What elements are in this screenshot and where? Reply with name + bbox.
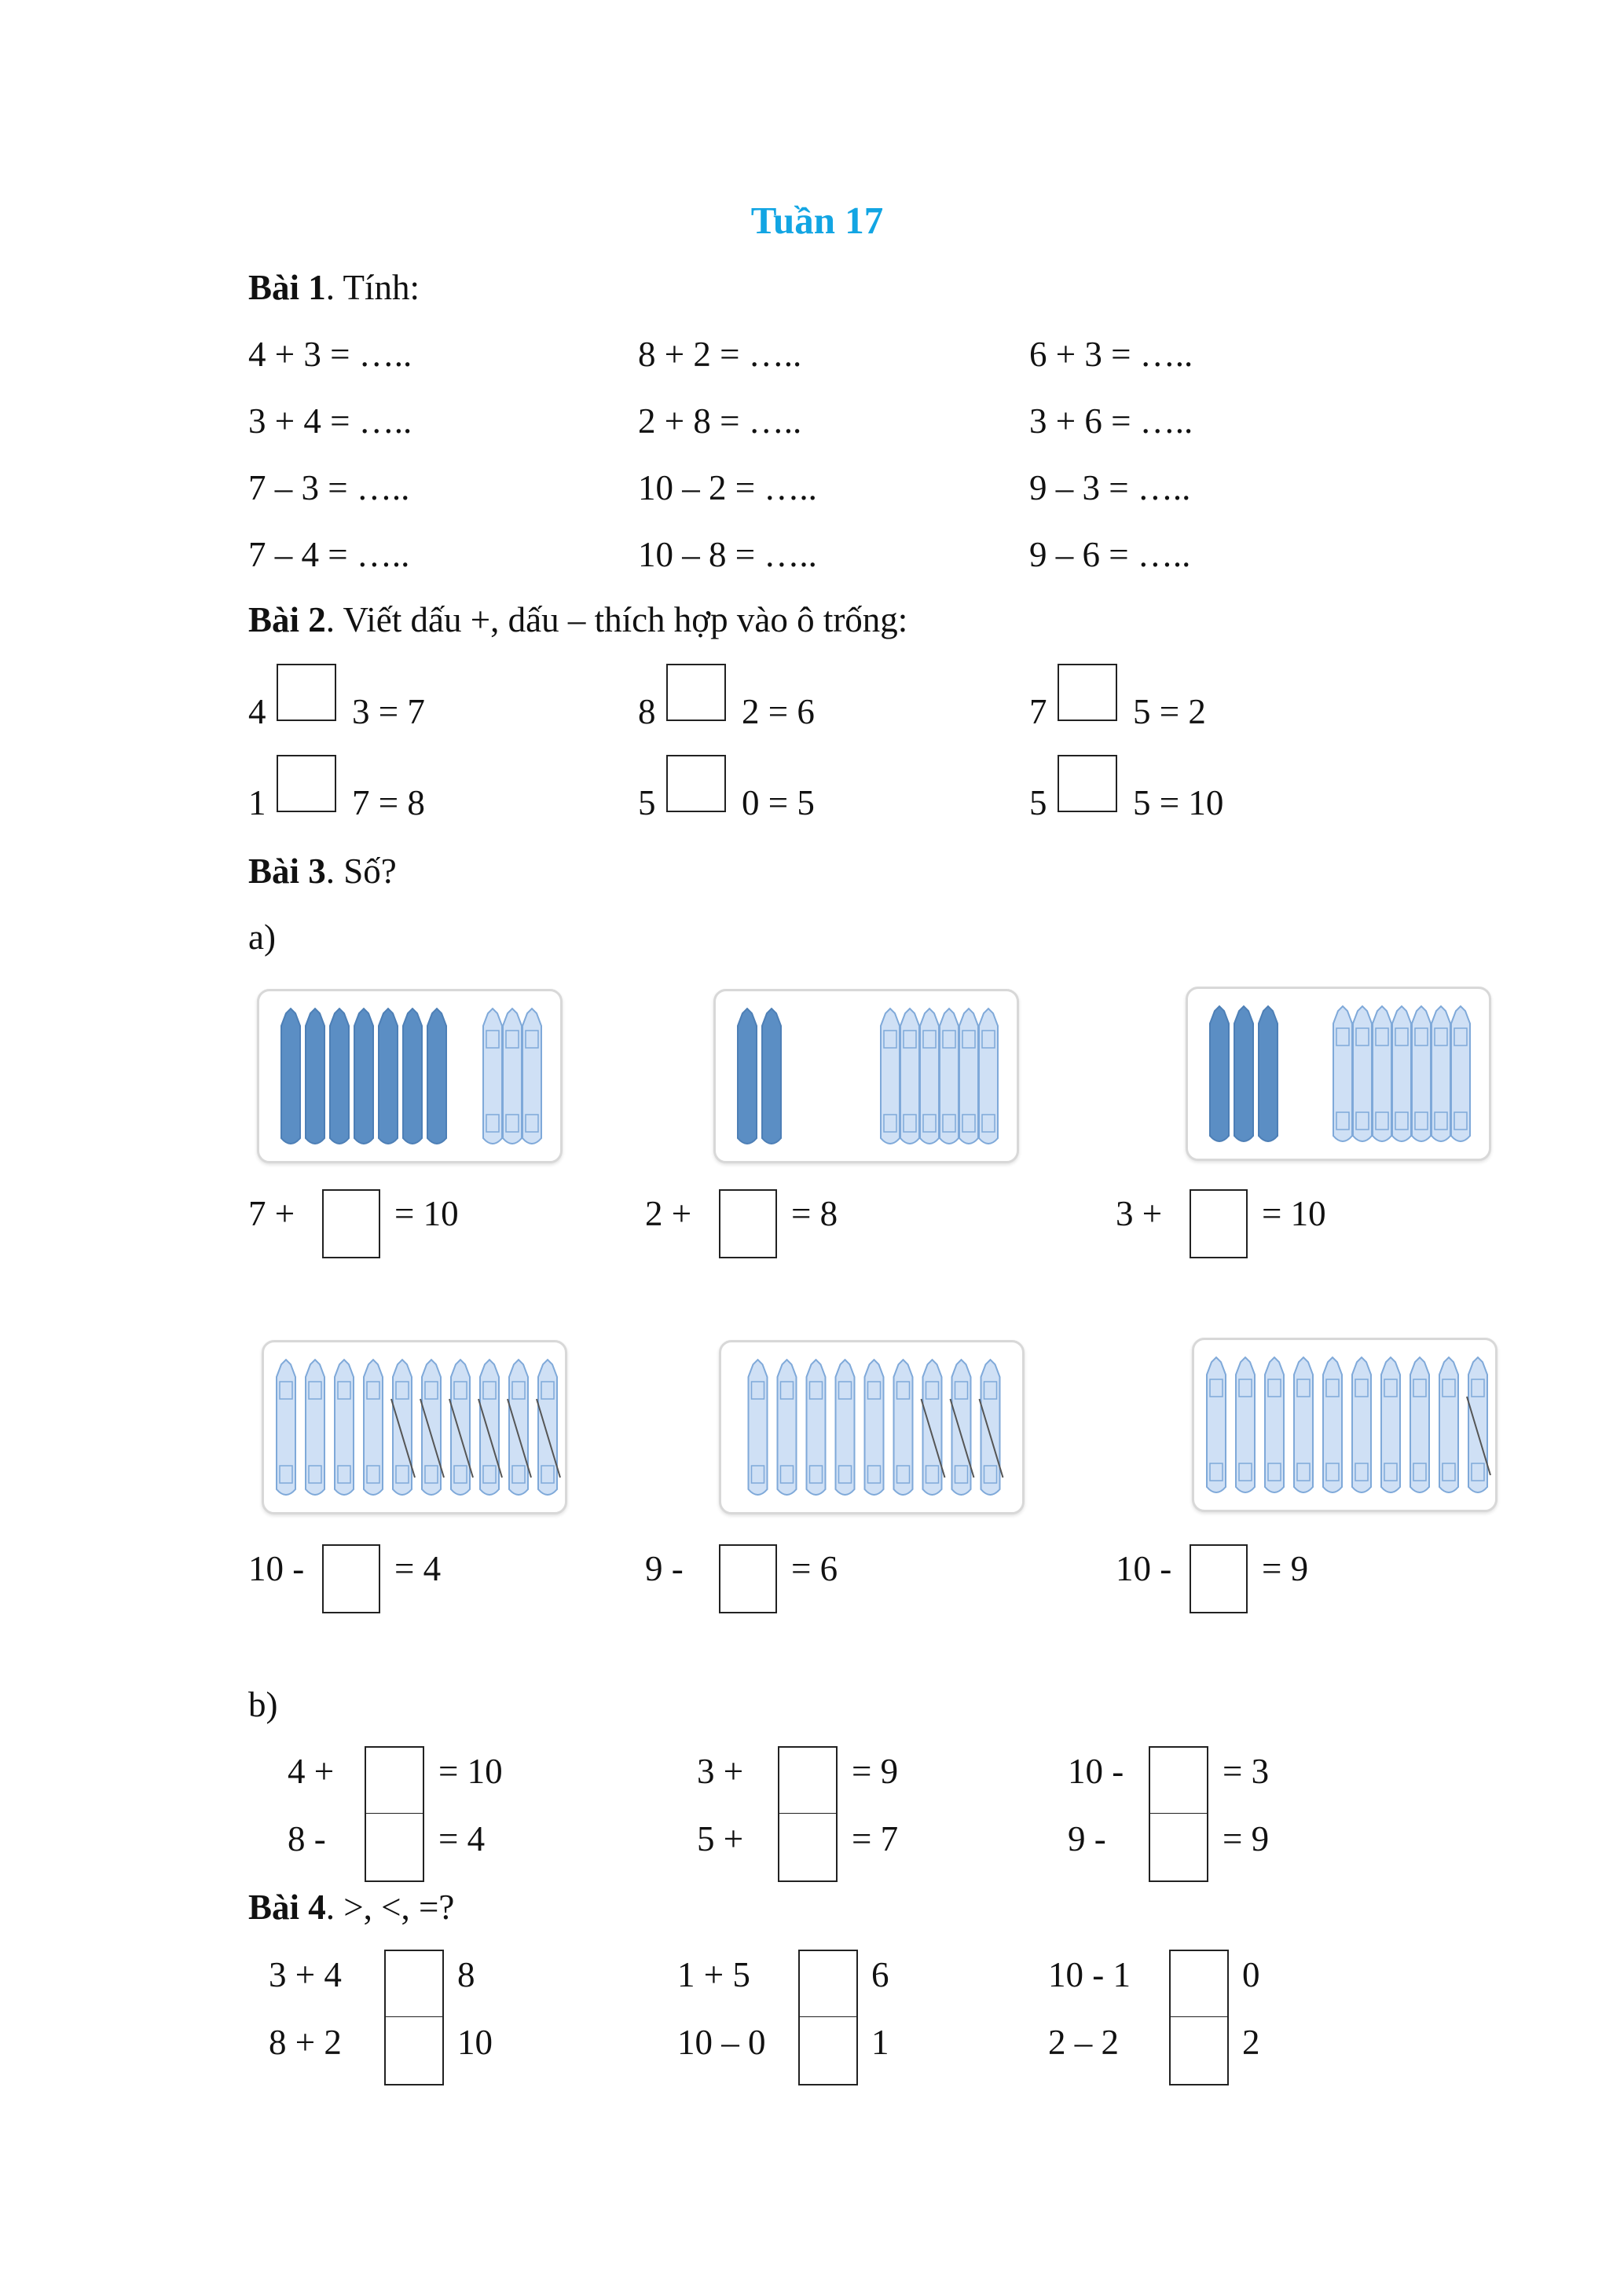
compare-left: 10 – 0	[677, 2023, 766, 2062]
answer-box[interactable]	[1190, 1544, 1248, 1613]
crayon-dark	[738, 1009, 757, 1144]
equation-left: 10 -	[1116, 1549, 1172, 1588]
equation-right: = 6	[791, 1549, 838, 1588]
operand-right: 5 = 10	[1133, 783, 1224, 822]
compare-sign-box[interactable]	[1169, 1950, 1229, 2018]
calc-item: 8 + 2 = …..	[638, 335, 802, 374]
bai3-part-a: a)	[248, 917, 276, 957]
crayon-dark	[1210, 1006, 1229, 1141]
compare-sign-box[interactable]	[798, 1950, 858, 2018]
crayon-dark	[427, 1009, 446, 1144]
equation-right: = 4	[438, 1819, 486, 1858]
compare-sign-box[interactable]	[384, 2017, 444, 2085]
bai3-part-b: b)	[248, 1685, 278, 1724]
compare-right: 6	[871, 1955, 889, 1994]
crayon-picture	[713, 989, 1019, 1163]
compare-right: 10	[457, 2023, 493, 2062]
sign-answer-box[interactable]	[277, 664, 336, 721]
crayon-dark	[403, 1009, 422, 1144]
calc-item: 10 – 2 = …..	[638, 468, 817, 507]
compare-left: 2 – 2	[1048, 2023, 1119, 2062]
operand-right: 7 = 8	[352, 783, 425, 822]
answer-box[interactable]	[778, 1814, 838, 1882]
equation-right: = 10	[1262, 1194, 1326, 1233]
equation-right: = 9	[852, 1752, 899, 1791]
answer-box[interactable]	[719, 1189, 777, 1258]
calc-item: 3 + 4 = …..	[248, 401, 412, 441]
operand-left: 5	[638, 783, 656, 822]
calc-item: 6 + 3 = …..	[1029, 335, 1193, 374]
sign-answer-box[interactable]	[666, 664, 726, 721]
crayon-dark	[762, 1009, 781, 1144]
equation-right: = 4	[394, 1549, 442, 1588]
bai4-heading: Bài 4. >, <, =?	[248, 1888, 455, 1927]
equation-right: = 7	[852, 1819, 899, 1858]
equation-left: 5 +	[697, 1819, 744, 1858]
equation-left: 3 +	[697, 1752, 744, 1791]
crayon-dark	[354, 1009, 373, 1144]
sign-answer-box[interactable]	[1058, 664, 1117, 721]
crayon-picture	[262, 1340, 567, 1514]
operand-left: 8	[638, 692, 656, 731]
equation-left: 2 +	[645, 1194, 692, 1233]
calc-item: 10 – 8 = …..	[638, 535, 817, 574]
bai3-heading: Bài 3. Số?	[248, 851, 397, 891]
crayon-picture	[1186, 987, 1491, 1161]
answer-box[interactable]	[1190, 1189, 1248, 1258]
crayon-dark	[281, 1009, 300, 1144]
operand-right: 5 = 2	[1133, 692, 1206, 731]
crayon-picture	[719, 1340, 1025, 1514]
equation-right: = 3	[1223, 1752, 1270, 1791]
compare-left: 1 + 5	[677, 1955, 750, 1994]
crayon-dark	[1259, 1006, 1278, 1141]
operand-left: 7	[1029, 692, 1047, 731]
equation-right: = 9	[1262, 1549, 1309, 1588]
compare-right: 0	[1242, 1955, 1260, 1994]
crayon-picture	[257, 989, 563, 1163]
operand-right: 0 = 5	[742, 783, 815, 822]
page-title: Tuần 17	[750, 199, 884, 242]
answer-box[interactable]	[1149, 1814, 1208, 1882]
compare-left: 3 + 4	[269, 1955, 342, 1994]
answer-box[interactable]	[322, 1189, 380, 1258]
sign-answer-box[interactable]	[277, 755, 336, 812]
equation-right: = 8	[791, 1194, 838, 1233]
answer-box[interactable]	[719, 1544, 777, 1613]
calc-item: 7 – 4 = …..	[248, 535, 410, 574]
operand-left: 4	[248, 692, 266, 731]
calc-item: 2 + 8 = …..	[638, 401, 802, 441]
answer-box[interactable]	[365, 1814, 424, 1882]
equation-left: 8 -	[288, 1819, 326, 1858]
answer-box[interactable]	[1149, 1746, 1208, 1814]
equation-right: = 9	[1223, 1819, 1270, 1858]
equation-left: 9 -	[645, 1549, 684, 1588]
answer-box[interactable]	[365, 1746, 424, 1814]
compare-right: 1	[871, 2023, 889, 2062]
answer-box[interactable]	[778, 1746, 838, 1814]
operand-right: 3 = 7	[352, 692, 425, 731]
compare-sign-box[interactable]	[384, 1950, 444, 2018]
equation-left: 3 +	[1116, 1194, 1163, 1233]
calc-item: 9 – 6 = …..	[1029, 535, 1191, 574]
sign-answer-box[interactable]	[666, 755, 726, 812]
equation-left: 4 +	[288, 1752, 335, 1791]
compare-right: 8	[457, 1955, 475, 1994]
equation-left: 7 +	[248, 1194, 295, 1233]
compare-sign-box[interactable]	[798, 2017, 858, 2085]
bai1-heading: Bài 1. Tính:	[248, 268, 420, 307]
compare-sign-box[interactable]	[1169, 2017, 1229, 2085]
crayon-dark	[1234, 1006, 1253, 1141]
crayon-dark	[379, 1009, 398, 1144]
operand-left: 5	[1029, 783, 1047, 822]
equation-left: 10 -	[1068, 1752, 1124, 1791]
sign-answer-box[interactable]	[1058, 755, 1117, 812]
equation-right: = 10	[394, 1194, 459, 1233]
operand-right: 2 = 6	[742, 692, 815, 731]
answer-box[interactable]	[322, 1544, 380, 1613]
calc-item: 3 + 6 = …..	[1029, 401, 1193, 441]
crayon-picture	[1192, 1338, 1498, 1512]
compare-left: 10 - 1	[1048, 1955, 1131, 1994]
crayon-dark	[306, 1009, 324, 1144]
calc-item: 7 – 3 = …..	[248, 468, 410, 507]
compare-right: 2	[1242, 2023, 1260, 2062]
crayon-dark	[330, 1009, 349, 1144]
bai2-heading: Bài 2. Viết dấu +, dấu – thích hợp vào ô trống:	[248, 600, 908, 639]
equation-left: 10 -	[248, 1549, 305, 1588]
equation-left: 9 -	[1068, 1819, 1106, 1858]
calc-item: 4 + 3 = …..	[248, 335, 412, 374]
calc-item: 9 – 3 = …..	[1029, 468, 1191, 507]
equation-right: = 10	[438, 1752, 503, 1791]
operand-left: 1	[248, 783, 266, 822]
compare-left: 8 + 2	[269, 2023, 342, 2062]
